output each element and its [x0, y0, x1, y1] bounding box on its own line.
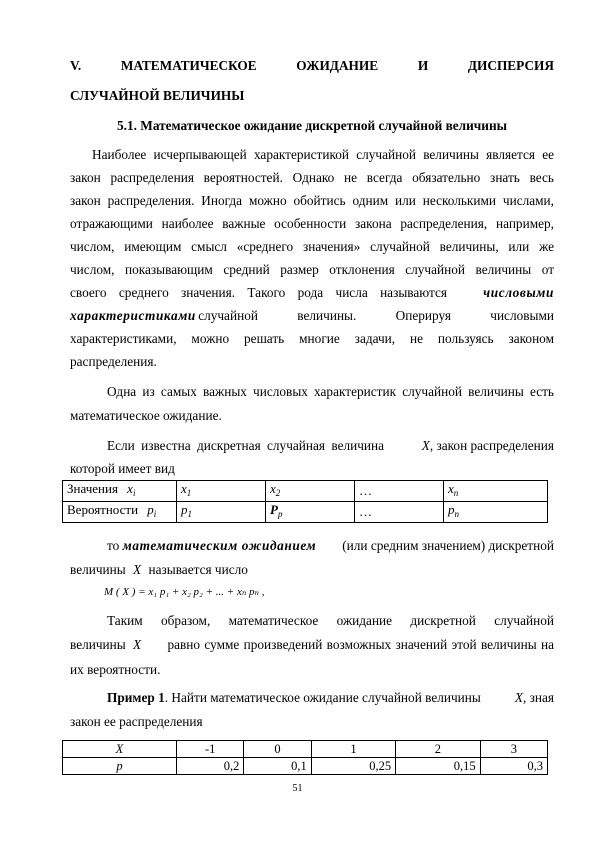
- term-characteristics: характеристиками: [70, 308, 196, 323]
- paragraph-line: Наиболее исчерпывающей характеристикой случайной величины является ее: [92, 147, 554, 162]
- table-cell: [177, 481, 266, 502]
- paragraph-line: закон распределения. Иногда можно обойтись одним или несколькими числами,: [70, 193, 554, 208]
- paragraph-line: закон распределения вероятностей. Однако не всегда обязательно знать весь: [70, 170, 554, 185]
- table-cell: 0,1: [244, 758, 311, 775]
- cell-subscript: 1: [186, 488, 192, 498]
- chapter-heading-line1: [70, 57, 554, 74]
- paragraph-line: математическое ожидание.: [70, 408, 222, 423]
- paragraph-line: [70, 307, 554, 324]
- paragraph-text: Если известна дискретная случайная величина: [107, 438, 385, 453]
- distribution-table-example: [62, 740, 548, 775]
- paragraph-line: распределения.: [70, 354, 157, 369]
- cell-subscript: n: [454, 509, 459, 519]
- table-cell: [444, 481, 548, 502]
- cell-subscript: n: [453, 488, 459, 498]
- table-row: [63, 758, 548, 775]
- term-numerical: числовыми: [483, 285, 554, 300]
- definition-line: [107, 537, 554, 554]
- def-text: величины: [70, 562, 126, 577]
- paragraph-line: характеристиками, можно решать многие задачи, не пользуясь законом: [70, 331, 554, 346]
- cell-symbol: x: [127, 481, 133, 496]
- heading-word: И: [417, 58, 429, 73]
- distribution-table-general: [62, 480, 548, 523]
- table-cell: X: [63, 741, 177, 758]
- chapter-heading-line2: СЛУЧАЙНОЙ ВЕЛИЧИНЫ: [70, 88, 245, 103]
- paragraph-line: их вероятности.: [70, 662, 161, 677]
- cell-symbol: P: [270, 502, 278, 517]
- paragraph-line: числом, показывающим средний размер отклонения случайной величины от: [70, 262, 554, 277]
- example-line: закон ее распределения: [70, 714, 203, 729]
- heading-word: ОЖИДАНИЕ: [296, 58, 379, 73]
- cell-symbol: p: [181, 502, 188, 517]
- paragraph-line: [107, 437, 554, 454]
- cell-subscript: p: [277, 509, 283, 519]
- table-cell: [266, 481, 355, 502]
- table-cell: [266, 502, 355, 523]
- paragraph-line: [70, 284, 554, 301]
- table-cell: 1: [311, 741, 395, 758]
- cell-symbol: p: [448, 502, 455, 517]
- paragraph-line: Таким образом, математическое ожидание дискретной случайной: [107, 613, 554, 628]
- definition-text: [107, 537, 316, 554]
- table-cell: [177, 502, 266, 523]
- paragraph-text: случайной величины. Оперируя числовыми: [198, 308, 554, 323]
- table-cell: 0,3: [480, 758, 547, 775]
- paragraph-text-span: своего среднего значения. Такого рода числа называются: [70, 285, 448, 300]
- variable-x: X: [133, 637, 142, 652]
- heading-word: V.: [70, 58, 82, 73]
- example-text-span: . Найти математическое ожидание случайной величины: [164, 690, 481, 705]
- variable-x: X: [421, 438, 430, 453]
- example-text: [107, 689, 481, 706]
- table-cell: p: [63, 758, 177, 775]
- table-cell: 0,25: [311, 758, 395, 775]
- heading-word: ДИСПЕРСИЯ: [467, 58, 554, 73]
- table-cell: 0: [244, 741, 311, 758]
- example-text: [515, 689, 554, 706]
- term-expectation: математическим ожиданием: [122, 538, 317, 553]
- table-cell: 3: [480, 741, 547, 758]
- paragraph-line: Одна из самых важных числовых характеристик случайной величины есть: [107, 384, 554, 399]
- paragraph-text: [70, 636, 141, 653]
- cell-symbol: p: [147, 502, 154, 517]
- heading-word: МАТЕМАТИЧЕСКОЕ: [120, 58, 257, 73]
- paragraph-text-end: , закон распределения: [429, 438, 554, 453]
- paragraph-line: которой имеет вид: [70, 461, 175, 476]
- cell-symbol: x: [270, 481, 276, 496]
- table-cell: …: [355, 502, 444, 523]
- definition-line: [70, 561, 554, 578]
- paragraph-text: [422, 437, 554, 454]
- paragraph-line: числом, имеющим смысл «среднего значения» случайной величины, или же: [70, 239, 554, 254]
- paragraph-text: [70, 284, 447, 301]
- table-cell: [63, 502, 177, 523]
- example-label: Пример 1: [107, 690, 165, 705]
- table-cell: 0,2: [177, 758, 244, 775]
- table-row: [63, 502, 548, 523]
- cell-subscript: i: [153, 509, 157, 519]
- def-prefix: то: [107, 538, 120, 553]
- table-cell: 2: [396, 741, 480, 758]
- table-cell: [63, 481, 177, 502]
- cell-subscript: 1: [187, 509, 192, 519]
- expectation-formula: M ( X ) = x₁ p₁ + x₂ p₂ + ... + xₙ pₙ ,: [104, 586, 265, 598]
- paragraph-text-span: величины: [70, 637, 126, 652]
- table-cell: …: [355, 481, 444, 502]
- def-suffix: (или средним значением) дискретной: [342, 538, 554, 553]
- example-line: [107, 689, 554, 706]
- paragraph-line: [70, 636, 554, 653]
- table-row: [63, 741, 548, 758]
- variable-x: X: [133, 562, 142, 577]
- variable-x: X: [514, 690, 523, 705]
- cell-symbol: x: [448, 481, 454, 496]
- paragraph-text: равно сумме произведений возможных значений этой величины на: [167, 637, 554, 652]
- section-title: 5.1. Математическое ожидание дискретной случайной величины: [117, 118, 507, 133]
- paragraph-line: отражающими наиболее важные особенности закона распределения, например,: [70, 216, 554, 231]
- example-text-end: , зная: [522, 690, 554, 705]
- table-cell: 0,15: [396, 758, 480, 775]
- table-cell: [444, 502, 548, 523]
- def-text: называется число: [148, 562, 248, 577]
- table-row: [63, 481, 548, 502]
- cell-symbol: x: [181, 481, 187, 496]
- cell-label: Значения: [67, 481, 118, 496]
- table-cell: -1: [177, 741, 244, 758]
- cell-subscript: 2: [275, 488, 281, 498]
- page-number: 51: [292, 783, 303, 794]
- cell-subscript: i: [132, 488, 136, 498]
- cell-label: Вероятности: [67, 502, 139, 517]
